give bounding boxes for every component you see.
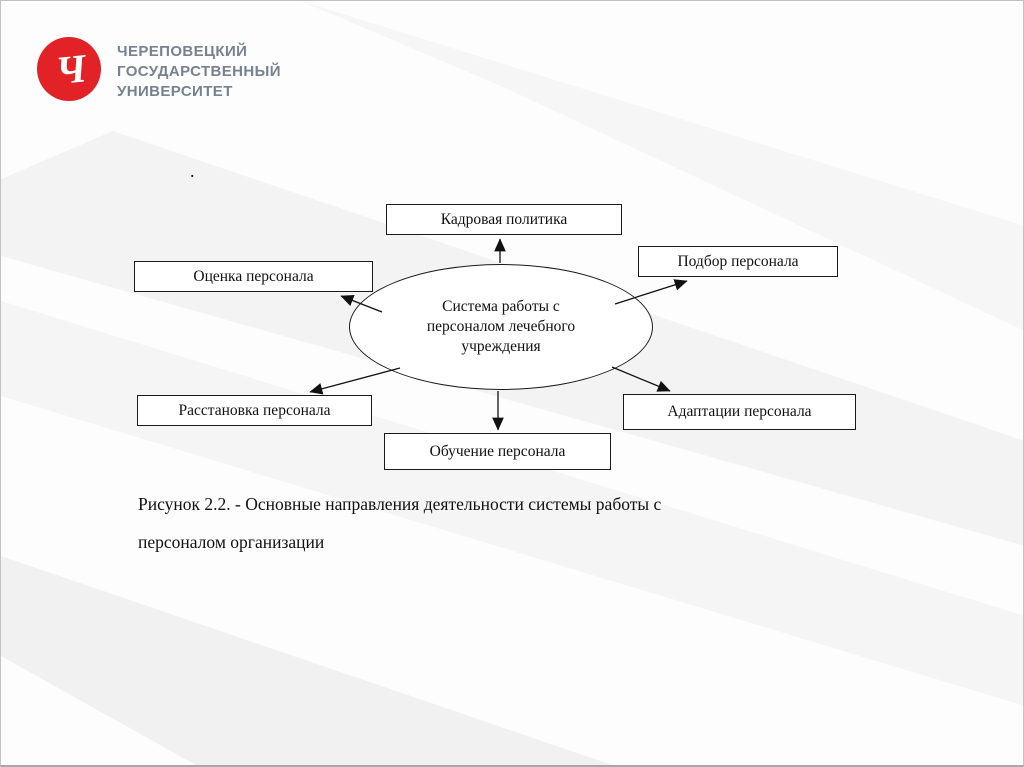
node-adaptatsii-personala [623, 394, 856, 430]
university-name-line3: УНИВЕРСИТЕТ [117, 83, 233, 100]
node-podbor-personala [638, 246, 838, 277]
university-name [117, 37, 281, 102]
figure-caption-line1: Рисунок 2.2. - Основные направления деятельности системы работы с [138, 494, 662, 514]
figure-caption-line2: персоналом организации [138, 532, 325, 552]
logo-circle [37, 37, 101, 101]
diagram-center-ellipse [349, 264, 653, 390]
node-kadrovaya-politika [386, 204, 622, 235]
figure-caption [138, 485, 838, 561]
stray-dot-text: . [190, 161, 195, 181]
node-label: Адаптации персонала [667, 403, 812, 420]
university-name-line2: ГОСУДАРСТВЕННЫЙ [117, 63, 281, 80]
node-label: Оценка персонала [193, 267, 314, 285]
university-logo [37, 37, 281, 102]
node-otsenka-personala [134, 261, 373, 292]
diagram-center-label: Система работы с персоналом лечебного учреждения [426, 297, 576, 356]
node-rasstanovka-personala [137, 395, 372, 426]
node-label: Подбор персонала [677, 252, 799, 270]
node-obuchenie-personala [384, 433, 611, 470]
node-label: Расстановка персонала [178, 401, 331, 419]
logo-letter-icon: Ч [53, 45, 89, 94]
node-label: Обучение персонала [429, 442, 566, 460]
node-label: Кадровая политика [440, 210, 568, 228]
university-name-line1: ЧЕРЕПОВЕЦКИЙ [117, 43, 248, 60]
